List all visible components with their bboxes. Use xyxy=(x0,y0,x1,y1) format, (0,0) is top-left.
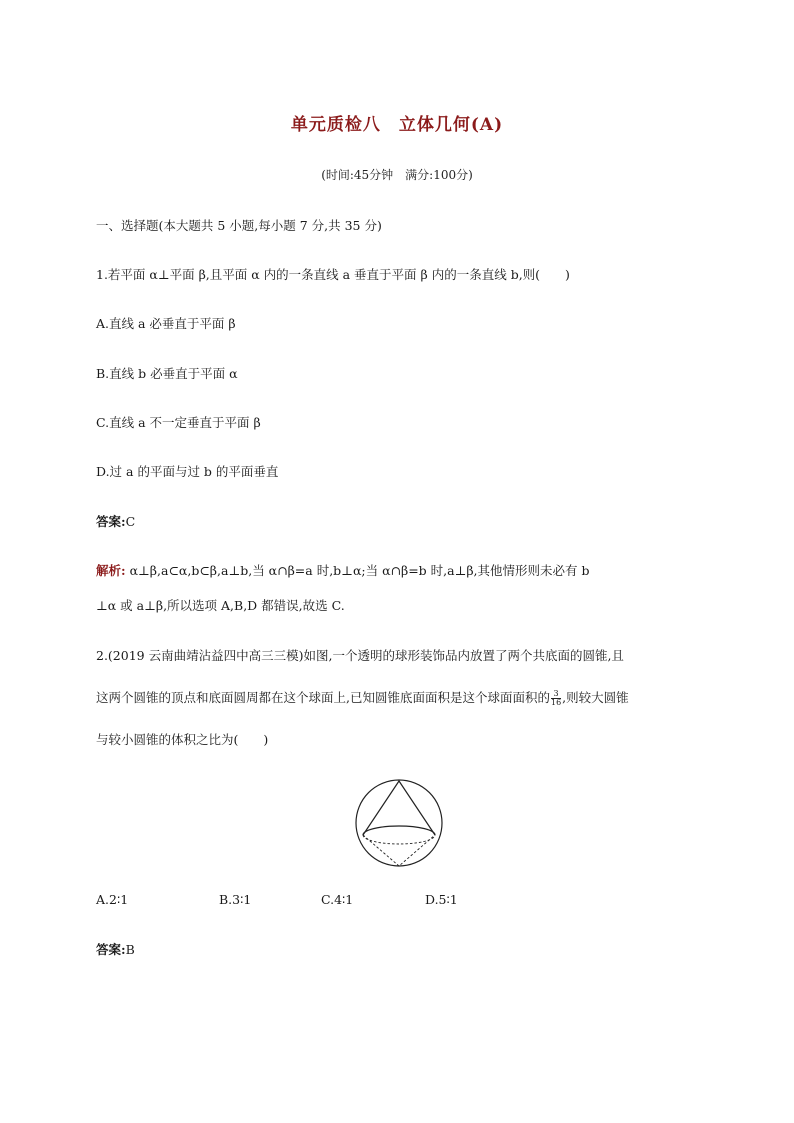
sphere-cone-figure xyxy=(354,778,444,868)
q2-answer-value: B xyxy=(125,942,135,957)
q1-analysis-line2: ⊥α 或 a⊥β,所以选项 A,B,D 都错误,故选 C. xyxy=(96,598,345,613)
page-title: 单元质检八 立体几何(A) xyxy=(290,115,504,135)
q1-answer xyxy=(96,514,135,530)
q2-stem-line3: 与较小圆锥的体积之比为( ) xyxy=(96,732,269,747)
q2-stem-line2 xyxy=(96,690,629,707)
page-subtitle: (时间:45分钟 满分:100分) xyxy=(321,168,473,182)
q2-option-d: D.5∶1 xyxy=(425,892,458,907)
sphere-outline xyxy=(356,780,442,866)
q1-answer-value: C xyxy=(125,514,136,529)
q1-option-b: B.直线 b 必垂直于平面 α xyxy=(96,366,238,381)
q1-option-a: A.直线 a 必垂直于平面 β xyxy=(96,316,236,331)
q2-option-b: B.3∶1 xyxy=(219,892,252,907)
q1-analysis-label: 解析: xyxy=(96,563,126,578)
q2-answer-label: 答案: xyxy=(96,942,126,957)
q1-analysis-line1 xyxy=(96,563,590,579)
small-cone-sides xyxy=(363,835,435,866)
q2-fraction xyxy=(551,690,561,707)
q2-fraction-numerator: 3 xyxy=(551,690,561,699)
q2-fraction-denominator: 16 xyxy=(550,698,562,707)
base-ellipse-back xyxy=(363,835,435,844)
q2-option-a: A.2∶1 xyxy=(96,892,129,907)
q1-analysis-text1: α⊥β,a⊂α,b⊂β,a⊥b,当 α∩β=a 时,b⊥α;当 α∩β=b 时,a⊥β,其他情形则未必有 b xyxy=(125,563,590,578)
q1-option-c: C.直线 a 不一定垂直于平面 β xyxy=(96,415,261,430)
q2-answer xyxy=(96,942,135,958)
q2-option-c: C.4∶1 xyxy=(321,892,354,907)
q2-stem-line2-post: ,则较大圆锥 xyxy=(562,690,629,705)
q1-stem: 1.若平面 α⊥平面 β,且平面 α 内的一条直线 a 垂直于平面 β 内的一条直线 b,则( ) xyxy=(96,267,570,282)
q2-stem-line2-pre: 这两个圆锥的顶点和底面圆周都在这个球面上,已知圆锥底面面积是这个球面面积的 xyxy=(96,690,550,705)
section-heading: 一、选择题(本大题共 5 小题,每小题 7 分,共 35 分) xyxy=(96,218,382,233)
base-ellipse-front xyxy=(363,826,435,835)
q1-answer-label: 答案: xyxy=(96,514,126,529)
q1-option-d: D.过 a 的平面与过 b 的平面垂直 xyxy=(96,464,279,479)
large-cone-sides xyxy=(363,781,435,835)
q2-stem-line1: 2.(2019 云南曲靖沾益四中高三三模)如图,一个透明的球形装饰品内放置了两个共底面的圆锥,且 xyxy=(96,648,624,663)
